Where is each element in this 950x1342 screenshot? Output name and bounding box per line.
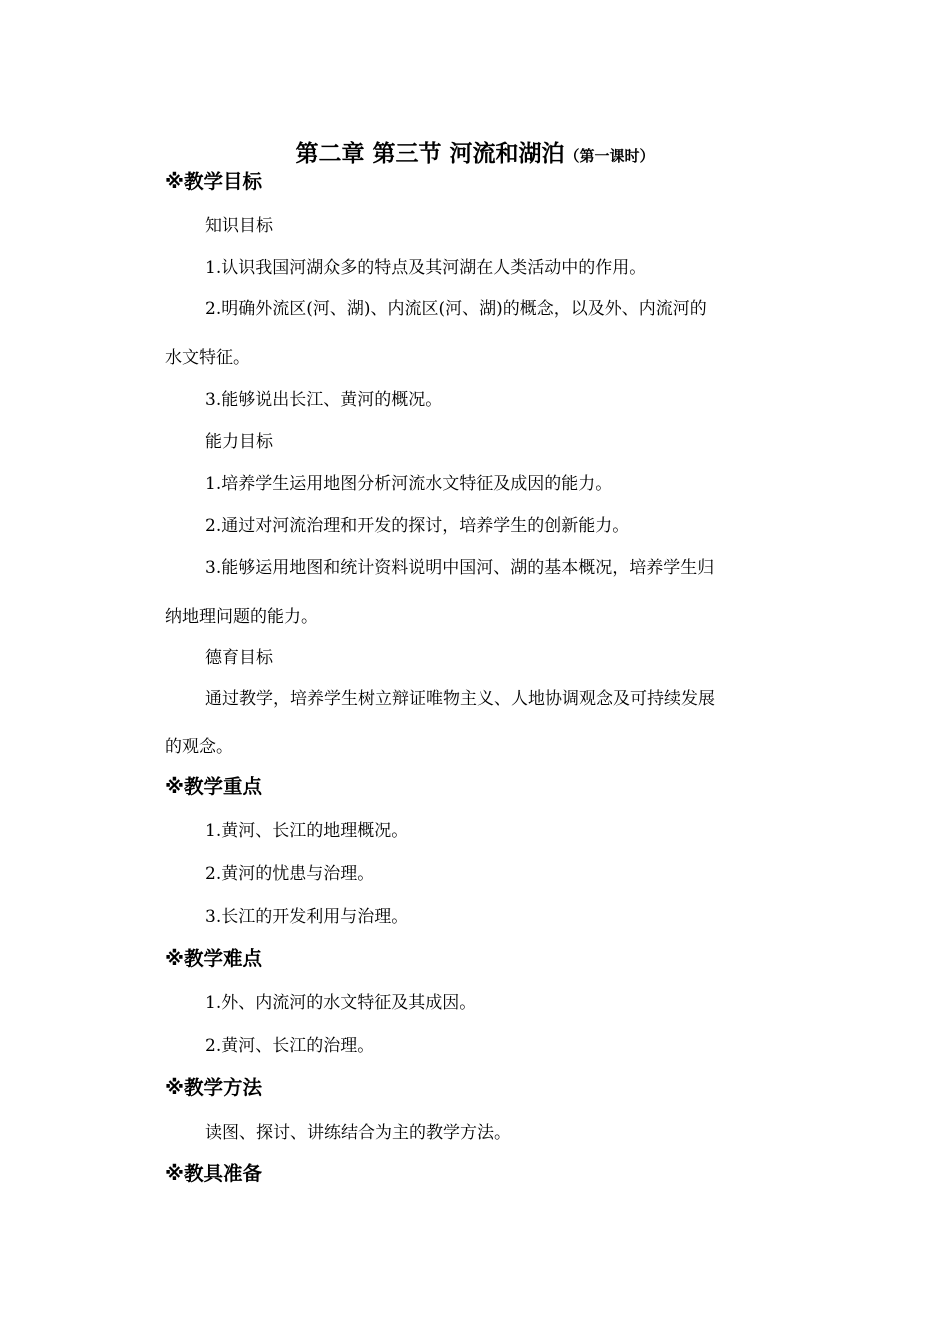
key-point-3: 3.长江的开发利用与治理。 xyxy=(205,907,409,927)
knowledge-label: 知识目标 xyxy=(205,216,273,236)
heading-key-points: ※教学重点 xyxy=(165,775,262,798)
ability-item-3-cont: 纳地理问题的能力。 xyxy=(165,607,318,627)
heading-methods: ※教学方法 xyxy=(165,1076,262,1099)
difficulty-1: 1.外、内流河的水文特征及其成因。 xyxy=(205,993,477,1013)
methods-text: 读图、探讨、讲练结合为主的教学方法。 xyxy=(205,1123,511,1143)
knowledge-item-3: 3.能够说出长江、黄河的概况。 xyxy=(205,390,443,410)
moral-label: 德育目标 xyxy=(205,648,273,668)
title-sub: （第一课时） xyxy=(564,147,655,165)
heading-objectives: ※教学目标 xyxy=(165,170,262,193)
knowledge-item-2-cont: 水文特征。 xyxy=(165,348,250,368)
heading-difficulties: ※教学难点 xyxy=(165,947,262,970)
ability-item-3: 3.能够运用地图和统计资料说明中国河、湖的基本概况，培养学生归 xyxy=(205,558,715,578)
key-point-2: 2.黄河的忧患与治理。 xyxy=(205,864,375,884)
knowledge-item-2: 2.明确外流区(河、湖)、内流区(河、湖)的概念，以及外、内流河的 xyxy=(205,299,707,319)
moral-text-cont: 的观念。 xyxy=(165,737,233,757)
title-main: 第二章 第三节 河流和湖泊 xyxy=(295,141,565,167)
moral-text: 通过教学，培养学生树立辩证唯物主义、人地协调观念及可持续发展 xyxy=(205,689,715,709)
knowledge-item-1: 1.认识我国河湖众多的特点及其河湖在人类活动中的作用。 xyxy=(205,258,647,278)
key-point-1: 1.黄河、长江的地理概况。 xyxy=(205,821,409,841)
difficulty-2: 2.黄河、长江的治理。 xyxy=(205,1036,375,1056)
document-title xyxy=(0,138,950,172)
heading-materials: ※教具准备 xyxy=(165,1162,262,1185)
ability-item-1: 1.培养学生运用地图分析河流水文特征及成因的能力。 xyxy=(205,474,613,494)
ability-item-2: 2.通过对河流治理和开发的探讨，培养学生的创新能力。 xyxy=(205,516,630,536)
ability-label: 能力目标 xyxy=(205,432,273,452)
